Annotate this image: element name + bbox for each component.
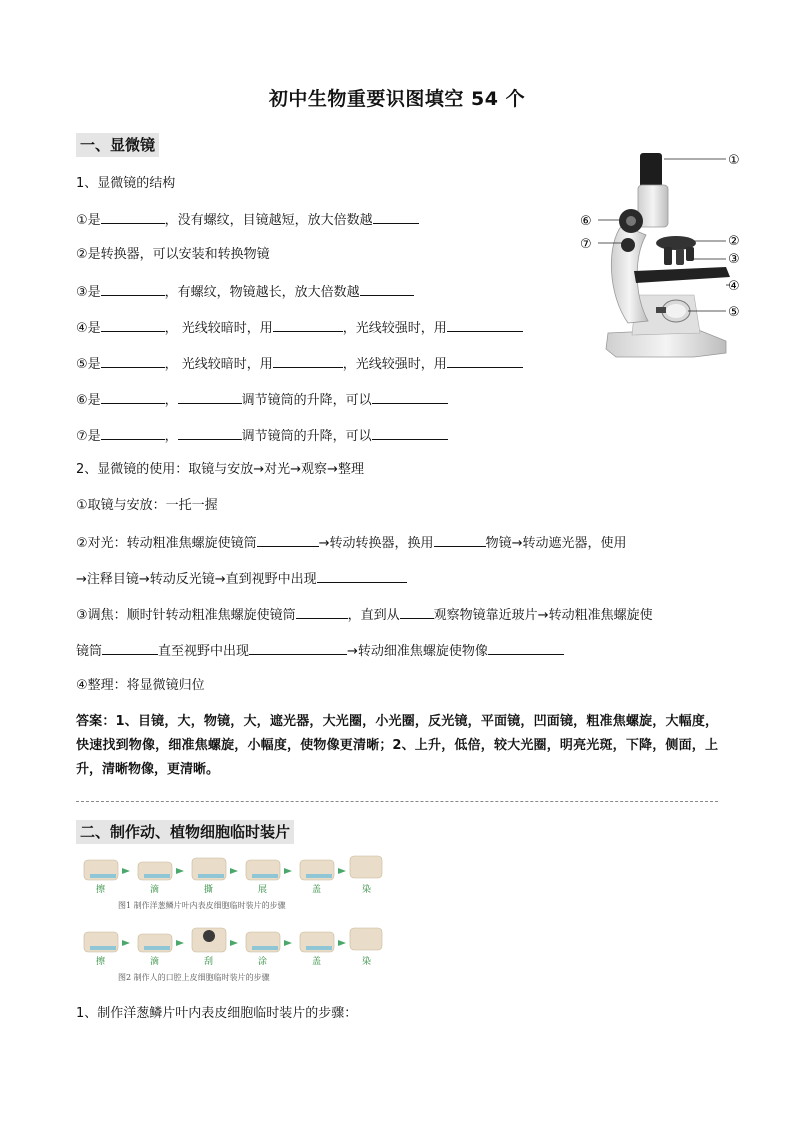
answer-paragraph: 答案：1、目镜，大，物镜，大，遮光器，大光圈，小光圈，反光镜，平面镜，凹面镜，粗准焦螺旋，大幅度，快速找到物像，细准焦螺旋，小幅度，使物像更清晰；2、上升，低倍，较大光圈，明亮光斑，下降，侧面，上升，清晰物像，更清晰。 xyxy=(76,714,718,777)
blank xyxy=(101,283,165,296)
fig2-step-2: 滴 xyxy=(150,957,160,967)
q6-text-c: 调节镜筒的升降，可以 xyxy=(241,393,372,408)
fig1-caption: 图1 制作洋葱鳞片叶内表皮细胞临时装片的步骤 xyxy=(118,901,286,910)
q5-text-b: ， 光线较暗时，用 xyxy=(164,357,273,372)
blank xyxy=(273,355,343,368)
fig1-step-3: 撕 xyxy=(204,885,214,895)
label-5: ⑤ xyxy=(728,305,740,320)
q4-text-b: ， 光线较暗时，用 xyxy=(164,321,273,336)
blank xyxy=(101,355,165,368)
fig2-step-3: 刮 xyxy=(204,957,214,967)
blank xyxy=(400,606,434,619)
figure-cheek-steps xyxy=(78,924,388,988)
fig2-caption: 图2 制作人的口腔上皮细胞临时装片的步骤 xyxy=(118,973,270,982)
section-heading-microscope: 一、显微镜 xyxy=(76,133,159,157)
blank xyxy=(317,570,407,583)
q7-text-a: ⑦是 xyxy=(76,429,101,444)
step-4: ④整理：将显微镜归位 xyxy=(76,678,205,693)
label-1: ① xyxy=(728,153,740,168)
blank xyxy=(360,283,414,296)
step-2-cont xyxy=(76,570,407,588)
s2-text-a: ②对光：转动粗准焦螺旋使镜筒 xyxy=(76,536,257,551)
blank xyxy=(488,642,564,655)
s2b-text: →注释目镜→转动反光镜→直到视野中出现 xyxy=(76,572,317,587)
q3-text-b: ，有螺纹，物镜越长，放大倍数越 xyxy=(164,285,360,300)
blank xyxy=(178,391,242,404)
q4-text-c: ，光线较强时，用 xyxy=(342,321,447,336)
question-3 xyxy=(76,283,414,301)
s3-text-a: ③调焦：顺时针转动粗准焦螺旋使镜筒 xyxy=(76,608,296,623)
question-5 xyxy=(76,355,523,373)
s2-text-b: →转动转换器，换用 xyxy=(318,536,434,551)
label-2: ② xyxy=(728,234,740,249)
step-1: ①取镜与安放：一托一握 xyxy=(76,498,218,513)
step-2 xyxy=(76,534,626,552)
s2-text-c: 物镜→转动遮光器，使用 xyxy=(485,536,627,551)
eyepiece-shape xyxy=(640,153,662,187)
q3-text-a: ③是 xyxy=(76,285,101,300)
fig2-step-5: 盖 xyxy=(312,957,322,967)
fig1-step-1: 擦 xyxy=(96,885,106,895)
fig2-step-6: 染 xyxy=(362,957,372,967)
section-heading-slides: 二、制作动、植物细胞临时装片 xyxy=(76,820,294,844)
microscope-figure xyxy=(576,145,752,360)
q6-text-a: ⑥是 xyxy=(76,393,101,408)
question-2: ②是转换器，可以安装和转换物镜 xyxy=(76,247,270,262)
fig1-step-6: 染 xyxy=(362,885,372,895)
blank xyxy=(447,319,523,332)
divider xyxy=(76,801,718,802)
label-3: ③ xyxy=(728,252,740,267)
blank xyxy=(178,427,242,440)
fig2-step-1: 擦 xyxy=(96,957,106,967)
fig1-step-4: 展 xyxy=(258,885,268,895)
blank xyxy=(372,427,448,440)
label-6: ⑥ xyxy=(580,214,592,229)
q1-text-b: ，没有螺纹，目镜越短，放大倍数越 xyxy=(164,213,373,228)
q7-text-c: 调节镜筒的升降，可以 xyxy=(241,429,372,444)
blank xyxy=(101,391,165,404)
q1-text-a: ①是 xyxy=(76,213,101,228)
blank xyxy=(101,319,165,332)
s3b-text-c: →转动细准焦螺旋使物像 xyxy=(347,644,488,659)
fig1-step-5: 盖 xyxy=(312,885,322,895)
blank xyxy=(101,211,165,224)
blank xyxy=(373,211,419,224)
blank xyxy=(434,534,486,547)
q4-text-a: ④是 xyxy=(76,321,101,336)
label-7: ⑦ xyxy=(580,237,592,252)
q5-text-a: ⑤是 xyxy=(76,357,101,372)
s3b-text-b: 直至视野中出现 xyxy=(158,644,250,659)
sub-heading-structure: 1、显微镜的结构 xyxy=(76,176,176,191)
s3-text-c: 观察物镜靠近玻片→转动粗准焦螺旋使 xyxy=(433,608,653,623)
s3b-text-a: 镜筒 xyxy=(76,644,103,659)
label-4: ④ xyxy=(728,279,740,294)
step-3 xyxy=(76,606,653,624)
q7-text-b: ， xyxy=(164,429,178,444)
blank xyxy=(101,427,165,440)
fig2-step-4: 涂 xyxy=(258,957,268,967)
blank xyxy=(273,319,343,332)
figure-onion-steps xyxy=(78,852,388,916)
sub-heading-onion: 1、制作洋葱鳞片叶内表皮细胞临时装片的步骤： xyxy=(76,1006,358,1021)
blank xyxy=(372,391,448,404)
blank xyxy=(257,534,319,547)
s3-text-b: ，直到从 xyxy=(347,608,400,623)
blank xyxy=(296,606,348,619)
q6-text-b: ， xyxy=(164,393,178,408)
q5-text-c: ，光线较强时，用 xyxy=(342,357,447,372)
step-3-cont xyxy=(76,642,564,660)
blank xyxy=(447,355,523,368)
page-title: 初中生物重要识图填空 54 个 xyxy=(268,88,526,110)
question-1 xyxy=(76,211,419,229)
blank xyxy=(102,642,158,655)
sub-heading-usage: 2、显微镜的使用：取镜与安放→对光→观察→整理 xyxy=(76,462,364,477)
stage-shape xyxy=(634,267,730,283)
fig1-step-2: 滴 xyxy=(150,885,160,895)
question-6 xyxy=(76,391,448,409)
question-7 xyxy=(76,427,448,445)
question-4 xyxy=(76,319,523,337)
blank xyxy=(249,642,347,655)
fine-focus-knob xyxy=(621,238,635,252)
